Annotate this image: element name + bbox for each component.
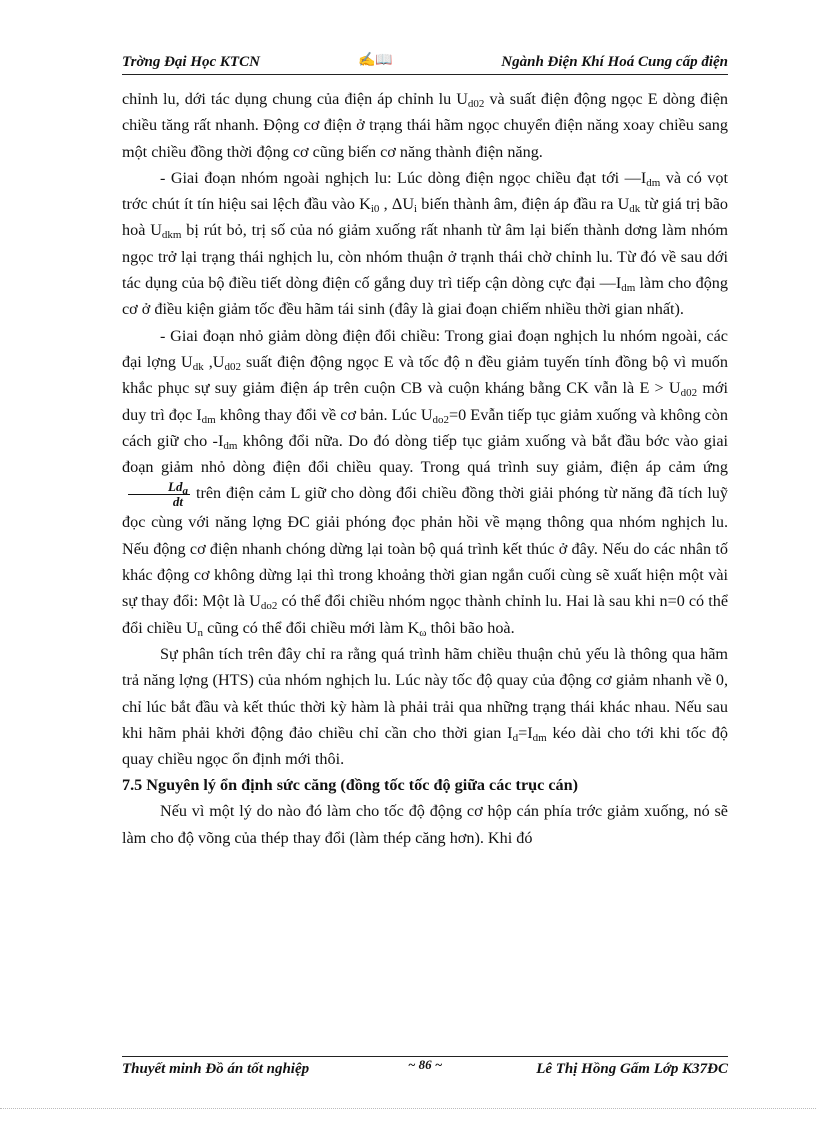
paragraph-1: chỉnh lu, dới tác dụng chung của điện áp chỉnh lu $U_{d02}$ và suất điện động ngọc E dòng điện chiều tăng rất nhanh. Động cơ điện ở trạng thái hãm ngọc chuyển điện năng xoay chiều sang một chiều đồng thời động cơ cũng biến cơ năng thành điện năng.	[122, 90, 728, 161]
delta-symbol: Δ	[391, 195, 403, 214]
paragraph-3: - Giai đoạn nhỏ giảm dòng điện đổi chiều: Trong giai đoạn nghịch lu nhóm ngoài, các đại lợng $U_{dk}$ $,U_{d02}$ suất điện động ngọc E và tốc độ n đều giảm tuyến tính đồng bộ vì muốn khắc phục sự suy giảm điện áp trên cuộn CB và cuộn kháng bằng CK vẫn là $E > U_{d02}$ mới duy trì đọc $I_{dm}$ không thay đổi về cơ bản. Lúc $U_{do2}=0$ Evẫn tiếp tục giảm xuống và không còn cách giữ cho $-I_{dm}$ không đổi nữa. Do đó dòng tiếp tục giảm xuống và bắt đầu bớc vào giai đoạn giảm nhỏ dòng điện đổi chiều quay. Trong quá trình suy giảm, điện áp cảm ứng $\frac{Ld_a}{dt}$ trên điện cảm L giữ cho dòng đổi chiều đồng thời giải phóng từ năng đã tích luỹ đọc cùng với năng lợng ĐC giải phóng đọc phản hồi về mạng thông qua nhóm nghịch lu. Nếu động cơ điện nhanh chóng dừng lại toàn bộ quá trình kết thúc ở đây. Nếu do các nhân tố khác động cơ không dừng lại thì trong khoảng thời gian ngắn cuối cùng sẽ xuất hiện một vài sự thay đổi: Một là $U_{do2}$ có thể đổi chiều nhóm ngọc thành chỉnh lu. Hai là sau khi n=0 có thể đổi chiều $U_n$ cũng có thể đổi chiều mới làm $K_\omega$ thôi bão hoà.	[122, 326, 728, 639]
fraction-ld-dt: $\frac{Ld_a}{dt}$	[128, 480, 190, 509]
footer-title: Thuyết minh Đồ án tốt nghiệp	[122, 1061, 310, 1077]
paragraph-2: - Giai đoạn nhóm ngoài nghịch lu: Lúc dòng điện ngọc chiều đạt tới $—I_{dm}$ và có vọt trớc chút ít tín hiệu sai lệch đầu vào $K_{i0}$ , $\Delta U_i$ biến thành âm, điện áp đầu ra $U_{dk}$ từ giá trị bão hoà $U_{dkm}$ bị rút bỏ, trị số của nó giảm xuống rất nhanh từ âm lại biến thành dơng làm nhóm ngọc trở lại trạng thái nghịch lu, còn nhóm thuận ở trạnh thái chờ chỉnh lu. Từ đó về sau dới tác dụng của bộ điều tiết dòng điện cố gắng duy trì tiếp cận dòng cực đại $—I_{dm}$ làm cho động cơ ở điều kiện giảm tốc đều hãm tái sinh (đây là giai đoạn chiếm nhiều thời gian nhất).	[122, 168, 728, 319]
page-number: ~ 86 ~	[408, 1057, 443, 1072]
page-header	[122, 52, 728, 75]
paragraph-4: Sự phân tích trên đây chỉ ra rằng quá trình hãm chiều thuận chủ yếu là thông qua hãm trả năng lợng (HTS) của nhóm nghịch lu. Lúc này tốc độ quay của động cơ giảm nhanh về 0, chỉ lúc bắt đầu và kết thúc thời kỳ hàm là phải trải qua những trạng thái khác nhau. Nếu sau khi hãm phải khởi động đảo chiều chỉ cần cho thời gian $I_d=I_{dm}$ kéo dài cho tới khi tốc độ quay chiều ngọc ổn định mới thôi.	[122, 644, 728, 769]
page-footer	[122, 1056, 728, 1079]
footer-author: Lê Thị Hồng Gấm Lớp K37ĐC	[536, 1061, 728, 1077]
section-heading: 7.5 Nguyên lý ổn định sức căng (đồng tốc tốc độ giữa các trục cán)	[122, 776, 579, 795]
book-icon: ✍📖	[358, 53, 393, 68]
header-school: Trờng Đại Học KTCN	[122, 54, 260, 70]
document-body	[122, 86, 728, 851]
page-edge-divider	[0, 1108, 816, 1109]
paragraph-5: Nếu vì một lý do nào đó làm cho tốc độ động cơ hộp cán phía trớc giảm xuống, nó sẽ làm cho độ võng của thép thay đổi (làm thép căng hơn). Khi đó	[122, 802, 728, 847]
header-department: Ngành Điện Khí Hoá Cung cấp điện	[501, 54, 728, 70]
